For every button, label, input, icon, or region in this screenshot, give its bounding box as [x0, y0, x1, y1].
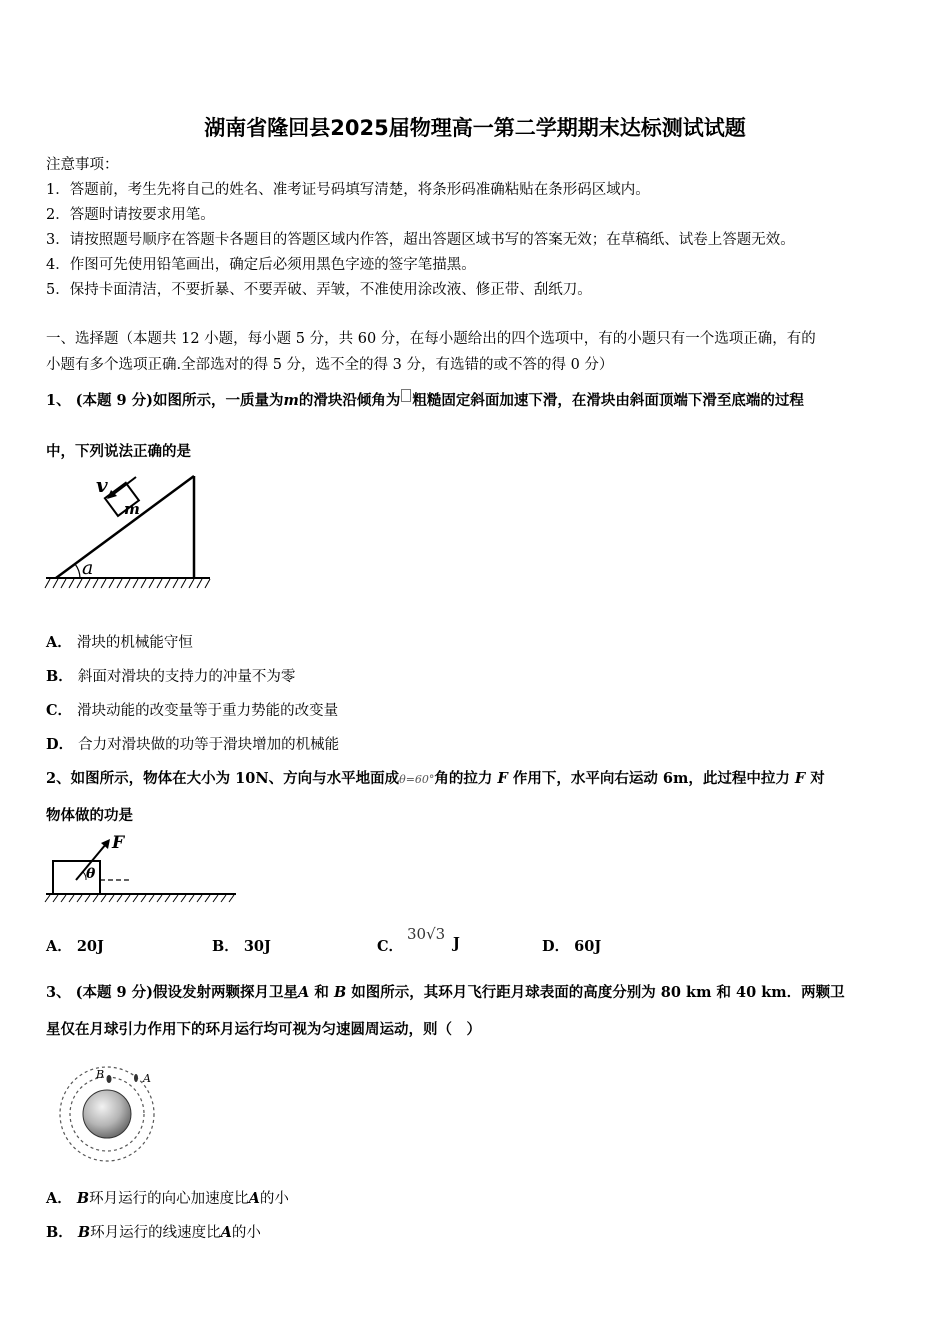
var-F: F: [497, 770, 508, 787]
q1-stem-line2: 中，下列说法正确的是: [46, 443, 191, 460]
q1-option-d: D． 合力对滑块做的功等于滑块增加的机械能: [46, 736, 340, 753]
moon: [83, 1090, 131, 1138]
force-figure: [44, 830, 240, 906]
var-m: m: [283, 392, 299, 409]
q1-stem-line1: 1、 (本题 9 分)如图所示，一质量为m的滑块沿倾角为 粗糙固定斜面加速下滑，在滑块由斜面顶端下滑至底端的过程: [46, 389, 804, 410]
q3-stem-line2: 星仅在月球引力作用下的环月运行均可视为匀速圆周运动，则（ ）: [46, 1021, 481, 1038]
q2-option-c: C．: [377, 938, 404, 955]
q2-option-d: D． 60J: [542, 938, 602, 955]
theta-label: θ: [86, 866, 96, 882]
satellite-B-label: B: [96, 1068, 105, 1081]
ground-hatching: [45, 579, 210, 588]
q1-option-b: B． 斜面对滑块的支持力的冲量不为零: [46, 668, 296, 685]
q3-stem-line1: 3、 (本题 9 分)假设发射两颗探月卫星A 和 B 如图所示，其环月飞行距月球表面的高度分别为 80 km 和 40 km．两颗卫: [46, 984, 845, 1001]
notice-item: 4．作图可先使用铅笔画出，确定后必须用黑色字迹的签字笔描黑。: [46, 257, 476, 273]
q2-option-a: A． 20J: [46, 938, 104, 955]
q2-stem-line2: 物体做的功是: [46, 807, 133, 824]
velocity-label: v: [96, 473, 108, 497]
q2-option-c-unit: J: [453, 935, 460, 952]
angle-arc: [75, 564, 80, 578]
section-heading-line1: 一、选择题（本题共 12 小题，每小题 5 分，共 60 分，在每小题给出的四个选项中，有的小题只有一个选项正确，有的: [46, 331, 816, 347]
angle-label: a: [82, 557, 94, 579]
block-label: m: [124, 500, 140, 518]
q2-option-c-math: 30√3: [407, 925, 446, 943]
angle-theta: θ=60°: [399, 773, 435, 786]
missing-symbol-box: [401, 389, 411, 402]
notice-item: 3．请按照题号顺序在答题卡各题目的答题区域内作答，超出答题区域书写的答案无效；在草稿纸、试卷上答题无效。: [46, 232, 795, 248]
orbit-figure: [54, 1062, 160, 1166]
ground-hatching: [45, 895, 234, 902]
q2-option-b: B． 30J: [212, 938, 271, 955]
notice-item: 2．答题时请按要求用笔。: [46, 207, 215, 223]
satellite-B: [107, 1075, 112, 1083]
q2-stem-line1: 2、如图所示，物体在大小为 10N、方向与水平地面成θ=60°角的拉力 F 作用下，水平向右运动 6m，此过程中拉力 F 对: [46, 770, 825, 787]
notice-heading: 注意事项：: [46, 157, 119, 173]
q1-option-a: A． 滑块的机械能守恒: [46, 634, 193, 651]
section-heading-line2: 小题有多个选项正确.全部选对的得 5 分，选不全的得 3 分，有选错的或不答的得 0 分）: [46, 357, 614, 373]
q3-option-a: A． B环月运行的向心加速度比A的小: [46, 1190, 289, 1207]
q1-option-c: C． 滑块动能的改变量等于重力势能的改变量: [46, 702, 339, 719]
notice-item: 1．答题前，考生先将自己的姓名、准考证号码填写清楚，将条形码准确粘贴在条形码区域内。: [46, 182, 650, 198]
notice-item: 5．保持卡面清洁，不要折暴、不要弄破、弄皱，不准使用涂改液、修正带、刮纸刀。: [46, 282, 592, 298]
incline-figure: [44, 468, 214, 592]
satellite-A-label: A: [143, 1072, 151, 1085]
q3-option-b: B． B环月运行的线速度比A的小: [46, 1224, 261, 1241]
page-title: 湖南省隆回县2025届物理高一第二学期期末达标测试试题: [204, 116, 746, 140]
force-label: F: [112, 833, 125, 853]
satellite-A: [134, 1074, 138, 1082]
